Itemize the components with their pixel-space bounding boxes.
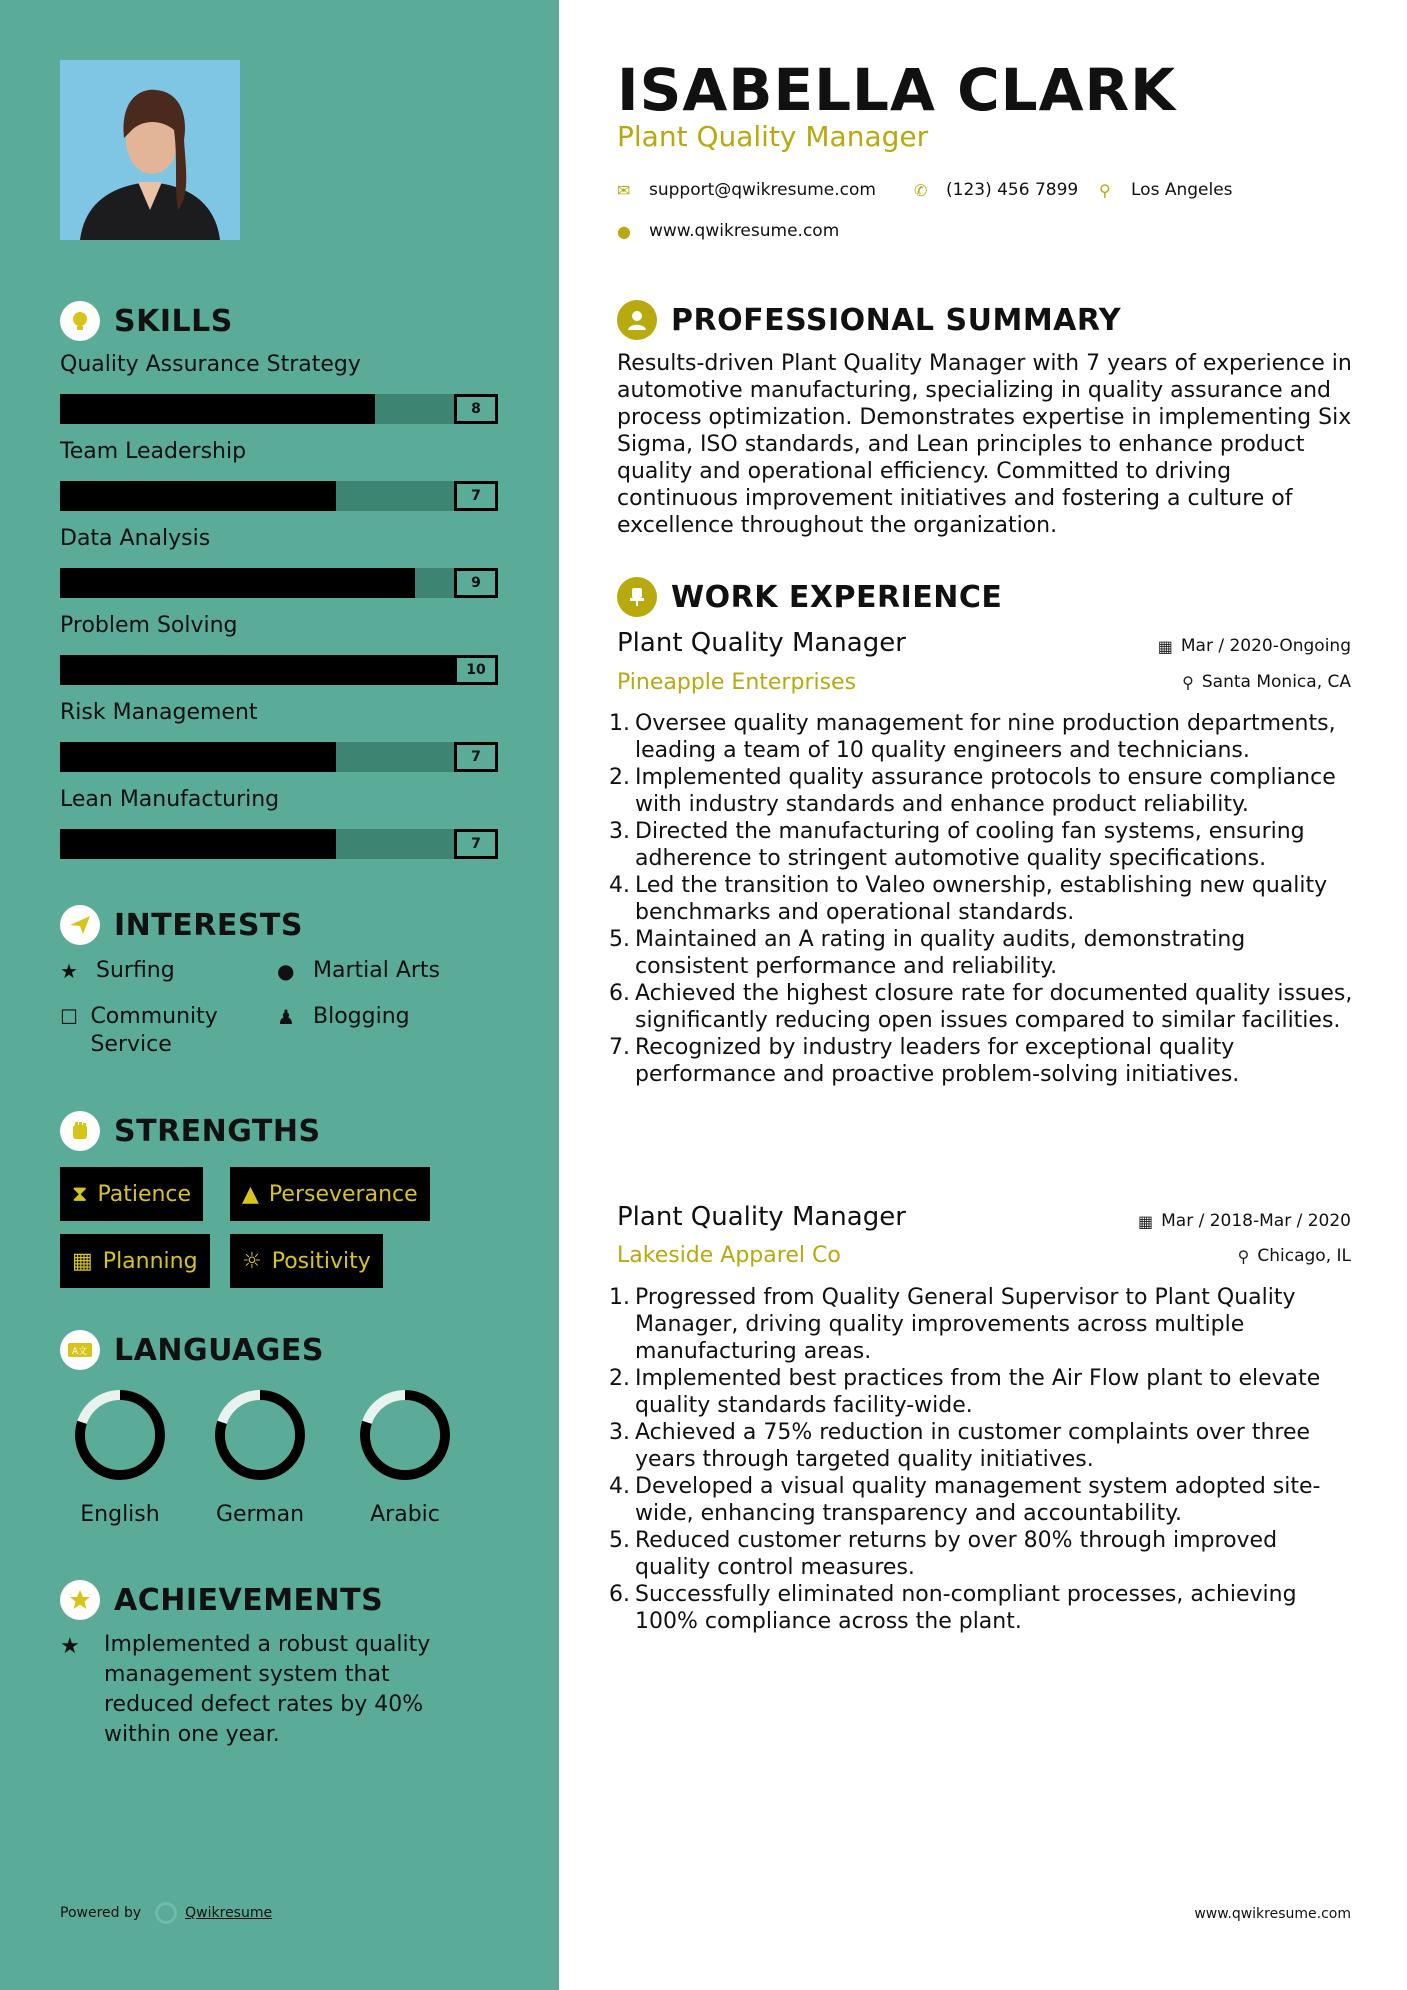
pin-icon: ⚲	[1237, 1246, 1250, 1266]
skills-heading	[60, 301, 233, 341]
language-name: English	[80, 1502, 160, 1527]
main-content	[559, 0, 1407, 1990]
users-icon: ♟	[277, 1005, 295, 1029]
calendar-icon: ▦	[1157, 636, 1173, 656]
website-text[interactable]: www.qwikresume.com	[649, 221, 840, 241]
interests-heading	[60, 905, 303, 945]
job-bullet: 5. Reduced customer returns by over 80% through improved quality control measures.	[609, 1528, 1278, 1580]
language-ring	[73, 1388, 167, 1482]
skill-item	[60, 785, 498, 859]
skill-score: 10	[454, 655, 498, 685]
interest-label: Martial Arts	[313, 958, 441, 983]
language-item	[70, 1388, 170, 1527]
interest-item	[60, 1003, 260, 1059]
job-location-text: Santa Monica, CA	[1201, 672, 1351, 692]
skill-bar-fill	[60, 568, 415, 598]
skill-bar-fill	[60, 742, 336, 772]
skills-title: SKILLS	[114, 303, 233, 339]
user-icon	[617, 300, 657, 340]
skill-score: 9	[454, 568, 498, 598]
strengths-heading	[60, 1111, 321, 1151]
interest-label: Community Service	[90, 1004, 218, 1057]
job-bullet: 5. Maintained an A rating in quality audits, demonstrating consistent performance and reliability.	[609, 927, 1246, 979]
strengths-title: STRENGTHS	[114, 1113, 321, 1149]
job-title: Plant Quality Manager	[617, 1202, 906, 1232]
job-location	[1182, 672, 1351, 692]
skill-name: Team Leadership	[60, 439, 247, 464]
job-dates	[1138, 1211, 1351, 1231]
svg-text:A文: A文	[72, 1347, 88, 1357]
map-marker-icon: ⚲	[1099, 180, 1111, 200]
job-bullet: 2. Implemented best practices from the Air Flow plant to elevate quality standards facility-wide.	[609, 1366, 1321, 1418]
candidate-title: Plant Quality Manager	[617, 120, 929, 153]
job-bullet: 1. Progressed from Quality General Supervisor to Plant Quality Manager, driving quality improvements across multiple manufacturing areas.	[609, 1285, 1296, 1364]
skill-bar	[60, 742, 498, 772]
achievement-text: Implemented a robust quality management system that reduced defect rates by 40% within one year.	[104, 1632, 431, 1747]
job-bullet: 6. Successfully eliminated non-compliant processes, achieving 100% compliance across the plant.	[609, 1582, 1297, 1634]
contact-website	[617, 221, 839, 241]
skill-score: 7	[454, 742, 498, 772]
sidebar	[0, 0, 559, 1990]
skill-item	[60, 524, 498, 598]
summary-title: PROFESSIONAL SUMMARY	[671, 302, 1122, 338]
hands-icon: ☐	[60, 1005, 78, 1029]
strength-badge	[230, 1234, 383, 1288]
strength-badge	[60, 1167, 203, 1221]
skill-bar-fill	[60, 394, 375, 424]
contact-email	[617, 180, 876, 200]
interest-item	[60, 957, 175, 985]
powered-by-label: Powered by	[60, 1905, 142, 1921]
job-bullet: 7. Recognized by industry leaders for exceptional quality performance and proactive problem-solving initiatives.	[609, 1035, 1240, 1087]
email-text[interactable]: support@qwikresume.com	[649, 180, 876, 200]
interests-title: INTERESTS	[114, 907, 303, 943]
footer-url[interactable]: www.qwikresume.com	[1194, 1906, 1351, 1922]
calendar-icon: ▦	[72, 1248, 93, 1274]
skill-item	[60, 350, 498, 424]
job-dates	[1158, 636, 1351, 656]
skill-bar	[60, 481, 498, 511]
strength-label: Planning	[102, 1248, 198, 1274]
pin-icon: ⚲	[1182, 672, 1194, 692]
globe-icon: ●	[277, 959, 295, 983]
location-text: Los Angeles	[1131, 180, 1233, 200]
paper-plane-icon	[60, 905, 100, 945]
interest-label: Surfing	[96, 958, 175, 983]
skill-bar	[60, 829, 498, 859]
job-bullet: 3. Achieved a 75% reduction in customer complaints over three years through targeted quality initiatives.	[609, 1420, 1311, 1472]
language-name: Arabic	[370, 1502, 440, 1527]
interest-item	[277, 957, 440, 985]
job-company: Pineapple Enterprises	[617, 670, 857, 695]
language-item	[355, 1388, 455, 1527]
skill-name: Lean Manufacturing	[60, 787, 280, 812]
phone-icon: ✆	[914, 180, 928, 200]
skill-bar-fill	[60, 655, 454, 685]
skill-bar	[60, 394, 498, 424]
achievements-heading	[60, 1580, 383, 1620]
skill-bar-fill	[60, 829, 336, 859]
lightbulb-icon	[60, 301, 100, 341]
envelope-icon: ✉	[617, 180, 631, 200]
trophy-star-icon: ★	[60, 1634, 80, 1659]
skill-name: Data Analysis	[60, 526, 211, 551]
summary-heading	[617, 300, 1121, 340]
languages-title: LANGUAGES	[114, 1332, 324, 1368]
language-icon	[60, 1330, 100, 1370]
qwikresume-logo-icon	[155, 1902, 177, 1924]
road-icon: ▲	[242, 1181, 259, 1207]
strength-label: Positivity	[271, 1248, 371, 1274]
summary-text: Results-driven Plant Quality Manager with 7 years of experience in automotive manufacturing, specializing in quality assurance and process optimization. Demonstrates expertise in implementing Six Sigma, ISO standards, and Lean principles to enhance product quality and operational efficiency. Committed to driving continuous improvement initiatives and fostering a culture of excellence throughout the organization.	[617, 351, 1352, 538]
job-location-text: Chicago, IL	[1257, 1246, 1351, 1266]
skill-bar	[60, 568, 498, 598]
language-ring	[358, 1388, 452, 1482]
job-bullet: 4. Led the transition to Valeo ownership, establishing new quality benchmarks and operational standards.	[609, 873, 1328, 925]
job-bullet: 3. Directed the manufacturing of cooling fan systems, ensuring adherence to stringent automotive quality specifications.	[609, 819, 1305, 871]
job-company: Lakeside Apparel Co	[617, 1243, 841, 1268]
strength-label: Perseverance	[268, 1181, 418, 1207]
experience-heading	[617, 577, 1002, 617]
candidate-name: ISABELLA CLARK	[617, 56, 1177, 124]
skill-bar-fill	[60, 481, 336, 511]
job-bullets	[609, 1284, 1359, 1635]
skill-name: Quality Assurance Strategy	[60, 352, 361, 377]
experience-title: WORK EXPERIENCE	[671, 579, 1003, 615]
medal-icon	[60, 1580, 100, 1620]
powered-by-link[interactable]: Qwikresume	[185, 1905, 273, 1921]
skill-name: Problem Solving	[60, 613, 238, 638]
profile-photo	[60, 60, 240, 240]
skill-score: 7	[454, 829, 498, 859]
contact-location	[1099, 180, 1233, 200]
strength-badge	[60, 1234, 210, 1288]
language-name: German	[215, 1502, 305, 1527]
job-bullet: 2. Implemented quality assurance protocols to ensure compliance with industry standards and enhance product reliability.	[609, 765, 1336, 817]
job-dates-text: Mar / 2020-Ongoing	[1180, 636, 1351, 656]
globe-icon: ●	[617, 221, 631, 241]
contact-phone	[914, 180, 1078, 200]
language-item	[210, 1388, 310, 1527]
skill-name: Risk Management	[60, 700, 258, 725]
fist-icon	[60, 1111, 100, 1151]
job-bullets	[609, 710, 1359, 1088]
job-title: Plant Quality Manager	[617, 628, 906, 658]
skill-bar	[60, 655, 498, 685]
strength-label: Patience	[97, 1181, 192, 1207]
office-chair-icon	[617, 577, 657, 617]
interest-label: Blogging	[313, 1004, 410, 1029]
job-location	[1238, 1246, 1351, 1266]
skill-item	[60, 437, 498, 511]
skill-score: 7	[454, 481, 498, 511]
skill-score: 8	[454, 394, 498, 424]
interest-item	[277, 1003, 410, 1031]
strength-badge	[230, 1167, 430, 1221]
star-icon: ★	[60, 959, 78, 983]
hourglass-icon: ⧗	[72, 1181, 88, 1207]
skill-item	[60, 698, 498, 772]
skill-item	[60, 611, 498, 685]
powered-by	[60, 1902, 272, 1924]
language-ring	[213, 1388, 307, 1482]
sun-icon: ☼	[242, 1248, 262, 1274]
calendar-icon: ▦	[1137, 1211, 1154, 1231]
job-bullet: 6. Achieved the highest closure rate for documented quality issues, significantly reducing open issues compared to similar facilities.	[609, 981, 1353, 1033]
job-bullet: 4. Developed a visual quality management system adopted site-wide, enhancing transparency and accountability.	[609, 1474, 1321, 1526]
phone-text: (123) 456 7899	[946, 180, 1079, 200]
job-bullet: 1. Oversee quality management for nine production departments, leading a team of 10 quality engineers and technicians.	[609, 711, 1336, 763]
job-dates-text: Mar / 2018-Mar / 2020	[1161, 1211, 1351, 1231]
achievements-title: ACHIEVEMENTS	[114, 1582, 384, 1618]
languages-heading	[60, 1330, 324, 1370]
